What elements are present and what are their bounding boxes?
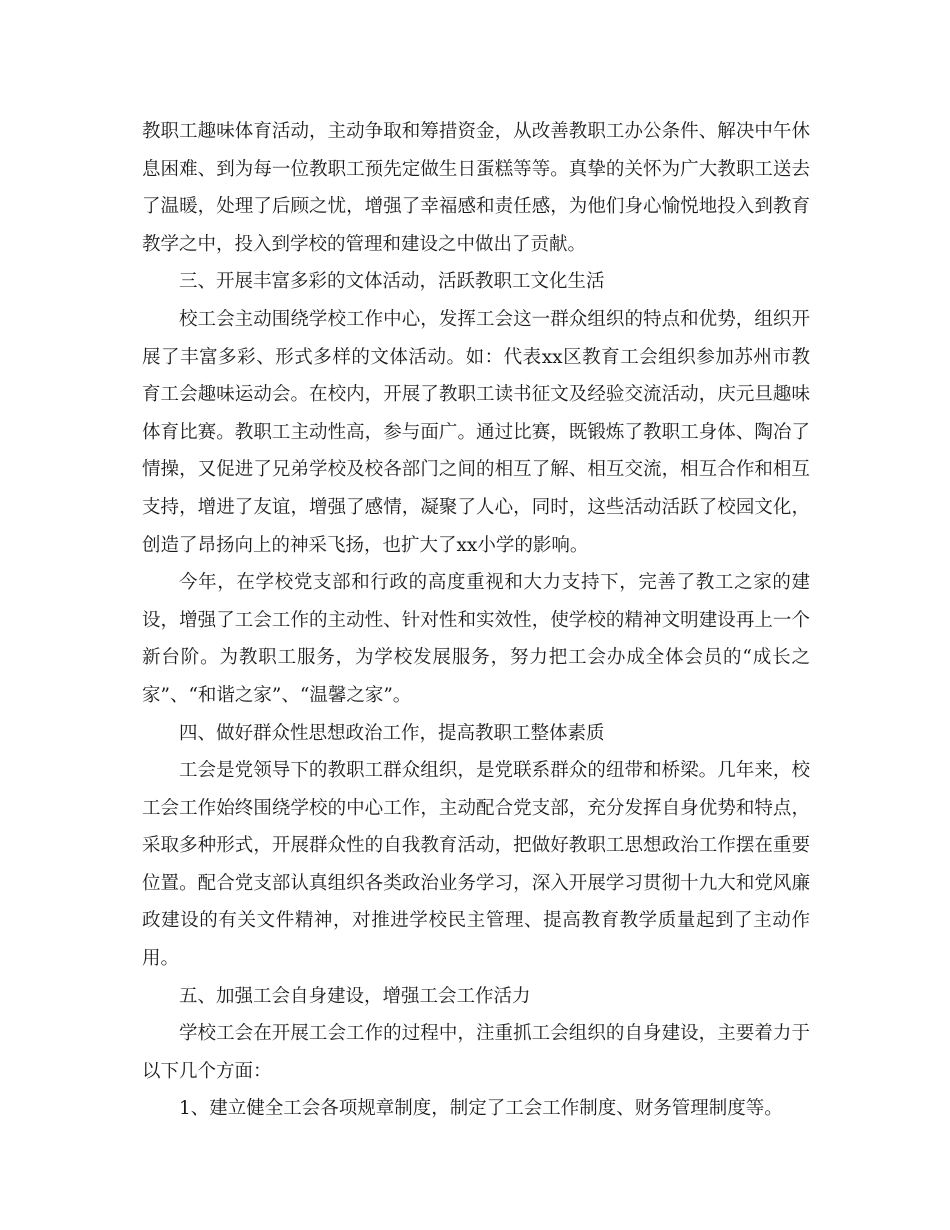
list-item: 1、建立健全工会各项规章制度，制定了工会工作制度、财务管理制度等。 [179, 1098, 783, 1120]
paragraph: 校工会主动围绕学校工作中心，发挥工会这一群众组织的特点和优势，组织开展了丰富多彩、形式多样的文体活动。如：代表xx区教育工会组织参加苏州市教育工会趣味运动会。在校内，开展了教职工读书征文及经验交流活动，庆元旦趣味体育比赛。教职工主动性高，参与面广。通过比赛，既锻炼了教职工身体、陶冶了情操，又促进了兄弟学校及校各部门之间的相互了解、相互交流，相互合作和相互支持，增进了友谊，增强了感情，凝聚了人心，同时，这些活动活跃了校园文化，创造了昂扬向上的神采飞扬，也扩大了xx小学的影响。 [142, 308, 810, 556]
document-body [142, 113, 810, 1128]
paragraph-continuation: 教职工趣味体育活动，主动争取和筹措资金，从改善教职工办公条件、解决中午休息困难、到为每一位教职工预先定做生日蛋糕等等。真挚的关怀为广大教职工送去了温暖，处理了后顾之忧，增强了幸福感和责任感，为他们身心愉悦地投入到教育教学之中，投入到学校的管理和建设之中做出了贡献。 [142, 121, 810, 255]
paragraph: 今年，在学校党支部和行政的高度重视和大力支持下，完善了教工之家的建设，增强了工会工作的主动性、针对性和实效性，使学校的精神文明建设再上一个新台阶。为教职工服务，为学校发展服务，努力把工会办成全体会员的“成长之家”、“和谐之家”、“温馨之家”。 [142, 572, 810, 706]
section-heading-5: 五、加强工会自身建设，增强工会工作活力 [179, 985, 531, 1007]
section-heading-4: 四、做好群众性思想政治工作，提高教职工整体素质 [179, 722, 605, 744]
paragraph: 学校工会在开展工会工作的过程中，注重抓工会组织的自身建设，主要着力于以下几个方面： [142, 1023, 810, 1082]
paragraph: 工会是党领导下的教职工群众组织，是党联系群众的纽带和桥梁。几年来，校工会工作始终围绕学校的中心工作，主动配合党支部，充分发挥自身优势和特点，采取多种形式，开展群众性的自我教育活动，把做好教职工思想政治工作摆在重要位置。配合党支部认真组织各类政治业务学习，深入开展学习贯彻十九大和党风廉政建设的有关文件精神，对推进学校民主管理、提高教育教学质量起到了主动作用。 [142, 760, 810, 970]
section-heading-3: 三、开展丰富多彩的文体活动，活跃教职工文化生活 [179, 271, 605, 293]
